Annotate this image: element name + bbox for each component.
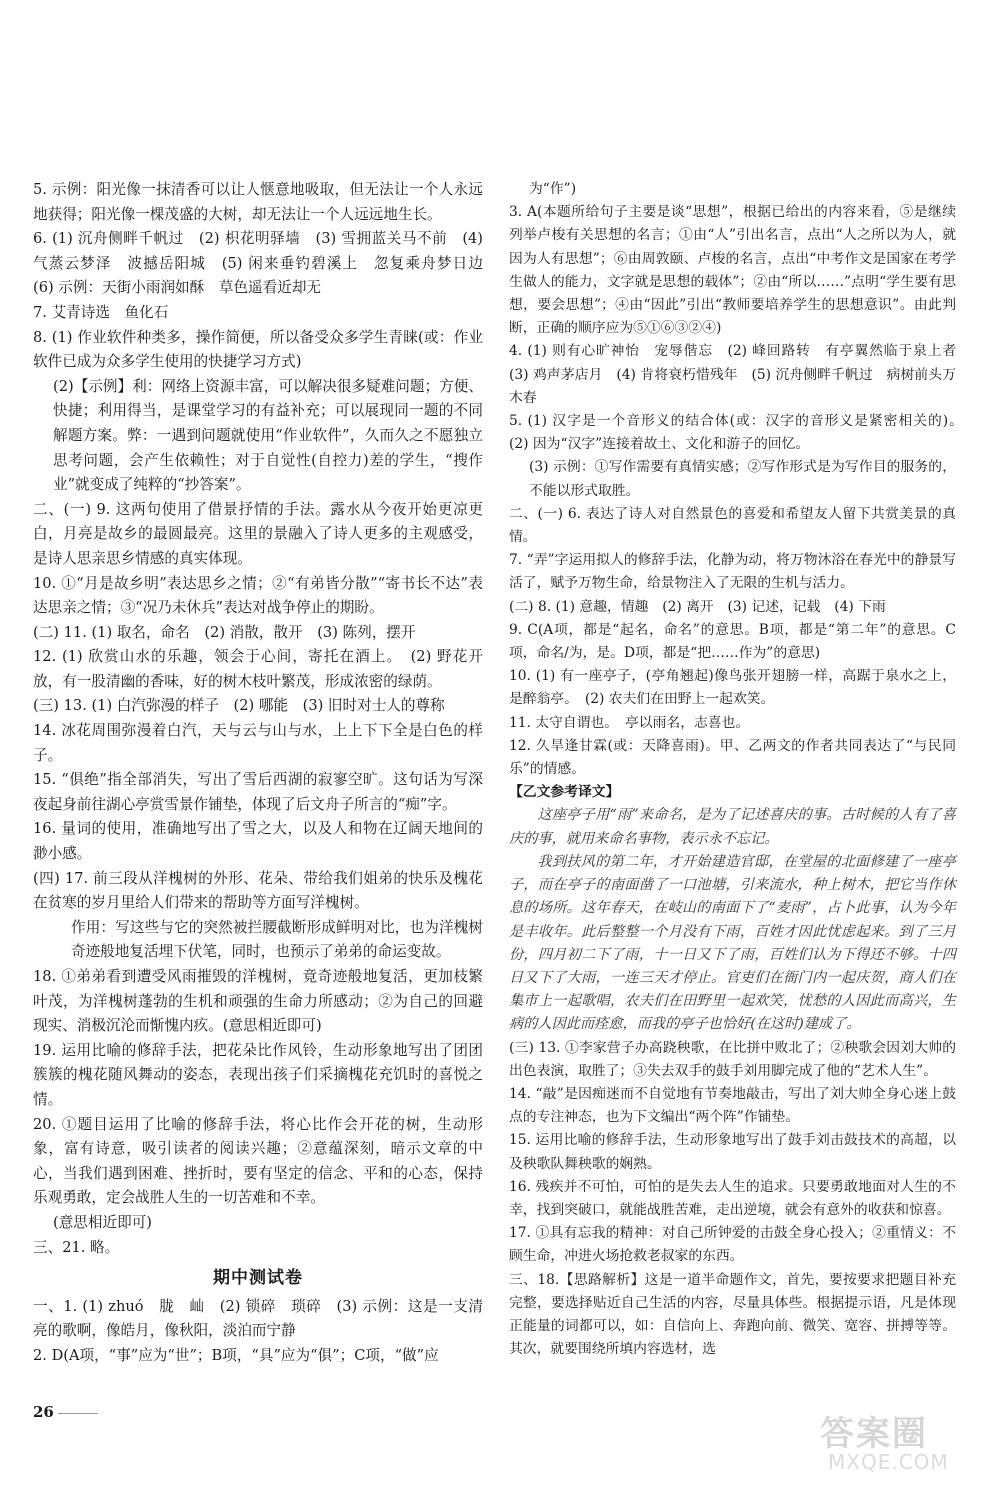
answer-item: 2. D(A项，“事”应为“世”；B项，“具”应为“俱”；C项，“做”应 <box>33 1346 439 1364</box>
answer-item: 16. 量词的使用，准确地写出了雪之大，以及人和物在辽阔天地间的渺小感。 <box>33 820 483 863</box>
answer-item: 7. “弄”字运用拟人的修辞手法，化静为动，将万物沐浴在春光中的静景写活了，赋予万物生命，给景物注入了无限的生机与活力。 <box>509 552 956 592</box>
answer-item: (二) 8. (1) 意趣，情趣 (2) 离开 (3) 记述，记载 (4) 下雨 <box>509 598 886 615</box>
answer-item: (三) 13. (1) 白汽弥漫的样子 (2) 哪能 (3) 旧时对士人的尊称 <box>33 697 445 715</box>
answer-item: (三) 13. ①李家营子办高跷秧歌，在比拼中败北了；②秧歌会因刘大帅的出色表演，取胜了；③失去双手的鼓手刘用脚完成了他的“艺术人生”。 <box>509 1039 956 1079</box>
answer-item: 二、(一) 9. 这两句使用了借景抒情的手法。露水从今夜开始更凉更白，月亮是故乡的最圆最亮。这里的景融入了诗人更多的主观感受，是诗人思亲思乡情感的真实体现。 <box>33 500 483 567</box>
answer-item: 12. 久旱逢甘霖(或：天降喜雨)。甲、乙两文的作者共同表达了“与民同乐”的情感。 <box>509 737 956 778</box>
answer-item: 10. ①“月是故乡明”表达思乡之情；②“有弟皆分散”“寄书长不达”表达思亲之情；③“况乃未休兵”表达对战争停止的期盼。 <box>33 574 483 617</box>
watermark-site: MXQE.COM <box>828 1450 949 1474</box>
answer-item: 14. “敲”是因痴迷而不自觉地有节奏地敲击，写出了刘大帅全身心迷上鼓点的专注神态，也为下文编出“两个阵”作铺垫。 <box>509 1085 956 1126</box>
answer-item: (四) 17. 前三段从洋槐树的外形、花朵、带给我们姐弟的快乐及槐花在贫寒的岁月里给人们带来的帮助等方面写洋槐树。 <box>33 869 483 912</box>
answer-item: 5. (1) 汉字是一个音形义的结合体(或：汉字的音形义是紧密相关的)。 (2) 因为“汉字”连接着故土、文化和游子的回忆。 <box>509 413 970 453</box>
answer-item: 17. ①具有忘我的精神：对自己所钟爱的击鼓全身心投入；②重情义：不顾生命，冲进火场抢救老叔家的东西。 <box>509 1225 956 1265</box>
answer-item: 14. 冰花周围弥漫着白汽，天与云与山与水，上上下下全是白色的样子。 <box>33 722 483 764</box>
answer-item: 7. 艾青诗选 鱼化石 <box>33 303 169 321</box>
answer-item: 6. (1) 沉舟侧畔千帆过 (2) 枳花明驿墙 (3) 雪拥蓝关马不前 (4) 气蒸云梦泽 波撼岳阳城 (5) 闲来垂钓碧溪上 忽复乘舟梦日边 (6) 示例：天街小雨润如酥 草色遥看近却无 <box>33 230 498 297</box>
answer-item: 11. 太守自谓也。 亭以雨名，志喜也。 <box>509 714 750 731</box>
answer-item: 4. (1) 则有心旷神怡 宠辱偕忘 (2) 峰回路转 有亭翼然临于泉上者 (3) 鸡声茅店月 (4) 肯将衰朽惜残年 (5) 沉舟侧畔千帆过 病树前头万木春 <box>509 343 970 406</box>
answer-item: 12. (1) 欣赏山水的乐趣，领会于心间，寄托在酒上。 (2) 野花开放，有一股清幽的香味，好的树木枝叶繁茂，形成浓密的绿荫。 <box>33 648 483 690</box>
page-number: 26 <box>33 1403 54 1421</box>
answer-item: 8. (1) 作业软件种类多，操作简便，所以备受众多学生青睐(或：作业软件已成为众多学生使用的快捷学习方式) <box>33 328 483 371</box>
answer-item: 作用：写这些与它的突然被拦腰截断形成鲜明对比，也为洋槐树奇迹般地复活埋下伏笔，同时，也预示了弟弟的命运变故。 <box>71 918 483 961</box>
answer-item: 15. 运用比喻的修辞手法，生动形象地写出了鼓手刘击鼓技术的高超，以及秧歌队舞秧歌的娴熟。 <box>509 1132 956 1172</box>
answer-item: 三、18.【思路解析】这是一道半命题作文，首先，要按要求把题目补充完整，要选择贴近自己生活的内容，尽量具体些。根据提示语，凡是体现正能量的词都可以，如：自信向上、奔跑向前、微笑、宽容、拼搏等等。其次，就要围绕所填内容选材，选 <box>509 1271 956 1358</box>
translation-paragraph: 我到扶风的第二年，才开始建造官邸，在堂屋的北面修建了一座亭子，而在亭子的南面凿了一口池塘，引来流水，种上树木，把它当作休息的场所。这年春天，在岐山的南面下了“麦雨”，占卜此事，认为今年是丰收年。此后整整一个月没有下雨，百姓才因此忧虑起来。到了三月份，四月初二下了雨，十一日又下了雨，百姓们认为下得还不够。十四日又下了大雨，一连三天才停止。官吏们在衙门内一起庆贺，商人们在集市上一起歌唱，农夫们在田野里一起欢笑，忧愁的人因此而高兴，生病的人因此而痊愈，而我的亭子也恰好(在这时)建成了。 <box>509 853 956 1033</box>
page-number-rule <box>58 1413 98 1414</box>
watermark-mark: 答案圈 <box>820 1414 928 1454</box>
answer-item: 二、(一) 6. 表达了诗人对自然景色的喜爱和希望友人留下共赏美景的真情。 <box>509 505 956 546</box>
answer-note: (意思相近即可) <box>53 1213 152 1231</box>
answer-item: (2)【示例】利：网络上资源丰富，可以解决很多疑难问题；方便、快捷；利用得当，是课堂学习的有益补充；可以展现同一题的不同解题方案。弊：一遇到问题就使用“作业软件”，久而久之不愿独立思考问题，会产生依赖性；对于自觉性(自控力)差的学生，“搜作业”就变成了纯粹的“抄答案”。 <box>53 377 483 494</box>
answer-item: 18. ①弟弟看到遭受风雨摧毁的洋槐树，竟奇迹般地复活，更加枝繁叶茂，为洋槐树蓬勃的生机和顽强的生命力所感动；②为自己的回避现实、消极沉沦而惭愧内疚。(意思相近即可) <box>33 968 483 1035</box>
answer-item: 5. 示例：阳光像一抹清香可以让人惬意地吸取，但无法让一个人永远地获得；阳光像一棵茂盛的大树，却无法让一个人远远地生长。 <box>33 181 483 223</box>
answer-item: (3) 示例：①写作需要有真情实感；②写作形式是为写作目的服务的，不能以形式取胜。 <box>529 459 956 499</box>
translation-heading: 【乙文参考译文】 <box>509 784 620 801</box>
answer-item: 三、21. 略。 <box>33 1238 120 1256</box>
right-column <box>509 178 970 1361</box>
translation-paragraph: 这座亭子用“雨”来命名，是为了记述喜庆的事。古时候的人有了喜庆的事，就用来命名事物，表示永不忘记。 <box>509 807 956 847</box>
answer-item: 9. C(A项，都是“起名，命名”的意思。B项，都是“第二年”的意思。C项，命名/为，是。D项，都是“把……作为”的意思) <box>509 621 956 662</box>
answer-item: 一、1. (1) zhuó 胧 屾 (2) 锁碎 琐碎 (3) 示例：这是一支清亮的歌啊，像皓月，像秋阳，淡泊而宁静 <box>33 1297 483 1340</box>
answer-item: 10. (1) 有一座亭子，(亭角翘起)像鸟张开翅膀一样，高踞于泉水之上，是醉翁亭。 (2) 农夫们在田野上一起欢笑。 <box>509 668 956 708</box>
answer-item: (二) 11. (1) 取名，命名 (2) 消散，散开 (3) 陈列，摆开 <box>33 623 416 641</box>
answer-item: 为“作”) <box>529 181 577 197</box>
translation-block <box>509 804 956 1036</box>
answer-item: 16. 残疾并不可怕，可怕的是失去人生的追求。只要勇敢地面对人生的不幸，找到突破口，就能战胜苦难，走出逆境，就会有意外的收获和惊喜。 <box>509 1178 956 1218</box>
section-title: 期中测试卷 <box>213 1268 303 1289</box>
answer-item: 19. 运用比喻的修辞手法，把花朵比作风铃，生动形象地写出了团团簇簇的槐花随风舞动的姿态，表现出孩子们采摘槐花充饥时的喜悦之情。 <box>33 1041 483 1108</box>
watermark-logo <box>820 1402 980 1482</box>
left-column <box>33 178 498 1369</box>
answer-item: 3. A(本题所给句子主要是谈“思想”，根据已给出的内容来看，⑤是继续列举卢梭有关思想的名言；①由“人”引出名言，点出“人之所以为人，就因为人有思想”；⑥由周敦颐、卢梭的名言，点出“中考作文是国家在考学生做人的能力，文字就是思想的载体”；②由“所以……”点明“学生要有思想，要会思想”；④由“因此”引出“教师要培养学生的思想意识”。由此判断，正确的顺序应为⑤①⑥③②④) <box>509 204 956 337</box>
answer-item: 20. ①题目运用了比喻的修辞手法，将心比作会开花的树，生动形象，富有诗意，吸引读者的阅读兴趣；②意蕴深刻，暗示文章的中心，当我们遇到困难、挫折时，要有坚定的信念、平和的心态，保持乐观勇敢，定会战胜人生的一切苦难和不幸。 <box>33 1115 483 1207</box>
answer-item: 15. “俱绝”指全部消失，写出了雪后西湖的寂寥空旷。这句话为写深夜起身前往湖心亭赏雪景作铺垫，体现了后文舟子所言的“痴”字。 <box>33 771 483 813</box>
